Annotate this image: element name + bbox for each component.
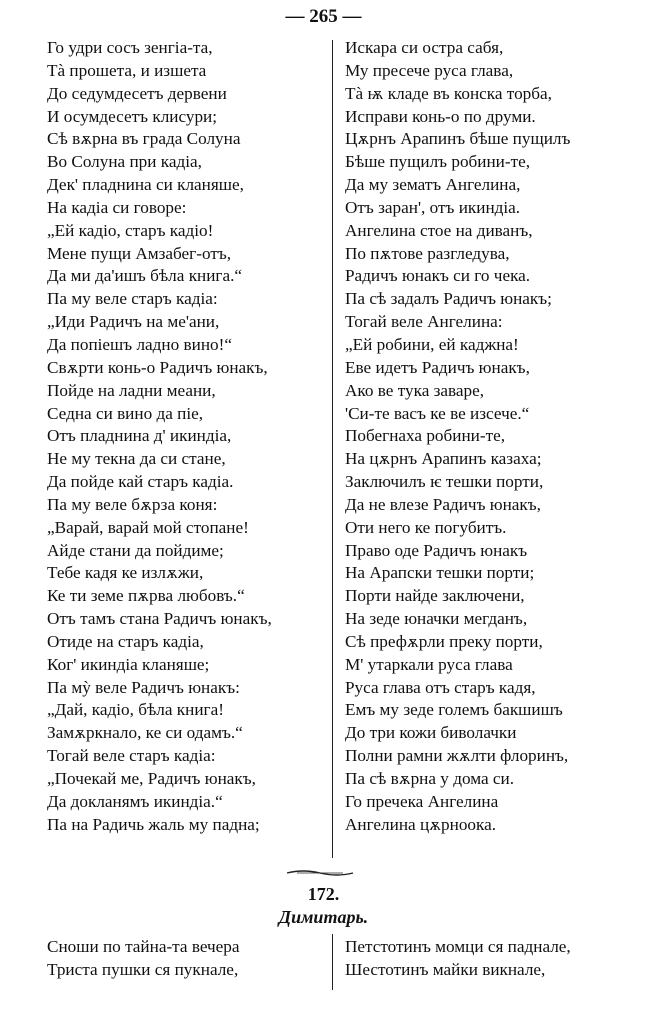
verse-line: Полни рамни жѫлти флоринъ,	[345, 746, 569, 766]
verse-line: Шестотинъ майки викнале,	[345, 959, 546, 979]
verse-line: На кадіа си говоре:	[47, 197, 187, 217]
verse-line: Па на Радичь жаль му падна;	[47, 814, 260, 834]
verse-line: Замѫркнало, ке си одамъ.“	[47, 723, 243, 743]
verse-line: Айде стани да пойдиме;	[47, 540, 224, 560]
verse-line: До три кожи биволачки	[345, 723, 517, 743]
verse-line: Мене пущи Амзабег-отъ,	[47, 243, 232, 263]
verse-line: Да попіешъ ладно вино!“	[47, 334, 232, 354]
verse-line: „Ей кадіо, старъ кадіо!	[47, 220, 214, 240]
verse-line: На зеде юначки мегданъ,	[345, 609, 528, 629]
verse-line: Ангелина стое на диванъ,	[345, 220, 533, 240]
column-divider	[332, 40, 333, 858]
verse-line: Тебе кадя ке излѫжи,	[47, 563, 204, 583]
verse-line: Тà ѭ кладе въ конска торба,	[345, 83, 552, 103]
verse-line: Емъ му зеде големъ бакшишъ	[345, 700, 563, 720]
verse-line: До седумдесетъ дервени	[47, 83, 227, 103]
verse-line: „Иди Радичъ на ме'ани,	[47, 312, 220, 332]
verse-line: Сѣ префѫрли преку порти,	[345, 631, 543, 651]
verse-line: Петстотинъ момци ся паднале,	[345, 937, 571, 956]
right-column-verses-bottom	[345, 936, 571, 982]
verse-line: Тогай веле Ангелина:	[345, 312, 503, 332]
verse-line: Отиде на старъ кадіа,	[47, 631, 204, 651]
verse-line: „Дай, кадіо, бѣла книга!	[47, 700, 224, 720]
column-divider-bottom	[332, 934, 333, 990]
verse-line: Тà прошета, и изшета	[47, 60, 207, 80]
verse-line: Отъ заран', отъ икиндіа.	[345, 197, 521, 217]
verse-line: Отъ тамъ стана Радичъ юнакъ,	[47, 609, 272, 629]
verse-line: Го удри сосъ зенгіа-та,	[47, 38, 213, 57]
verse-line: Не му текна да си стане,	[47, 449, 226, 469]
verse-line: Пойде на ладни меани,	[47, 380, 216, 400]
verse-line: 'Си-те васъ ке ве изсече.“	[345, 403, 530, 423]
verse-line: Седна си вино да піе,	[47, 403, 204, 423]
verse-line: И осумдесетъ клисури;	[47, 106, 218, 126]
verse-line: Бѣше пущилъ робини-те,	[345, 152, 531, 172]
verse-line: Свѫрти конь-о Радичъ юнакъ,	[47, 357, 268, 377]
verse-line: Дек' пладнина си кланяше,	[47, 175, 244, 195]
verse-line: Да пойде кай старъ кадіа.	[47, 472, 234, 492]
verse-line: Побегнаха робини-те,	[345, 426, 506, 446]
verse-line: „Ей робини, ей каджна!	[345, 334, 519, 354]
section-ornament	[285, 868, 355, 878]
verse-line: Заключилъ ѥ тешки порти,	[345, 472, 544, 492]
verse-line: Па сѣ вѫрна у дома си.	[345, 769, 515, 788]
verse-line: Сноши по тайна-та вечера	[47, 937, 240, 956]
verse-line: Во Солуна при кадіа,	[47, 152, 202, 172]
poem-title: Димитарь.	[278, 907, 369, 927]
verse-line: Да ми да'ишъ бѣла книга.“	[47, 266, 243, 286]
verse-line: Тогай веле старъ кадіа:	[47, 746, 216, 766]
verse-line: М' утаркали руса глава	[345, 654, 513, 674]
right-column-verses	[345, 37, 570, 837]
verse-line: На Арапски тешки порти;	[345, 563, 535, 583]
page-number: — 265 —	[285, 6, 362, 27]
verse-line: Му пресече руса глава,	[345, 60, 514, 80]
verse-line: Па му веле бѫрза коня:	[47, 494, 218, 514]
verse-line: Па му веле старъ кадіа:	[47, 289, 218, 309]
verse-line: Па мỳ веле Радичъ юнакъ:	[47, 677, 240, 697]
left-column-verses	[47, 37, 272, 837]
verse-line: Го пречека Ангелина	[345, 791, 499, 811]
verse-line: Сѣ вѫрна въ града Солуна	[47, 129, 241, 149]
verse-line: Радичъ юнакъ си го чека.	[345, 266, 531, 286]
verse-line: „Варай, варай мой стопане!	[47, 517, 249, 537]
verse-line: Да не влезе Радичъ юнакъ,	[345, 494, 541, 514]
verse-line: Триста пушки ся пукнале,	[47, 959, 239, 979]
verse-line: Ако ве тука заваре,	[345, 380, 485, 400]
verse-line: Да му зематъ Ангелина,	[345, 175, 521, 195]
verse-line: Оти него ке погубитъ.	[345, 517, 507, 537]
verse-line: „Почекай ме, Радичъ юнакъ,	[47, 769, 256, 788]
verse-line: Право оде Радичъ юнакъ	[345, 540, 528, 560]
verse-line: Исправи конь-о по друми.	[345, 106, 536, 126]
left-column-verses-bottom	[47, 936, 240, 982]
verse-line: По пѫтове разгледува,	[345, 243, 510, 263]
poem-number: 172.	[307, 884, 340, 904]
verse-line: Па сѣ задалъ Радичъ юнакъ;	[345, 289, 552, 309]
verse-line: Ког' икиндіа кланяше;	[47, 654, 210, 674]
verse-line: Да докланямъ икиндіа.“	[47, 791, 223, 811]
verse-line: На цѫрнъ Арапинъ казаха;	[345, 449, 542, 469]
verse-line: Ке ти земе пѫрва любовъ.“	[47, 586, 245, 606]
verse-line: Еве идетъ Радичъ юнакъ,	[345, 357, 530, 377]
verse-line: Цѫрнъ Арапинъ бѣше пущилъ	[345, 129, 571, 149]
verse-line: Искара си остра сабя,	[345, 38, 504, 57]
verse-line: Руса глава отъ старъ кадя,	[345, 677, 536, 697]
verse-line: Ангелина цѫрноока.	[345, 814, 497, 834]
verse-line: Отъ пладнина д' икиндіа,	[47, 426, 232, 446]
verse-line: Порти найде заключени,	[345, 586, 525, 606]
